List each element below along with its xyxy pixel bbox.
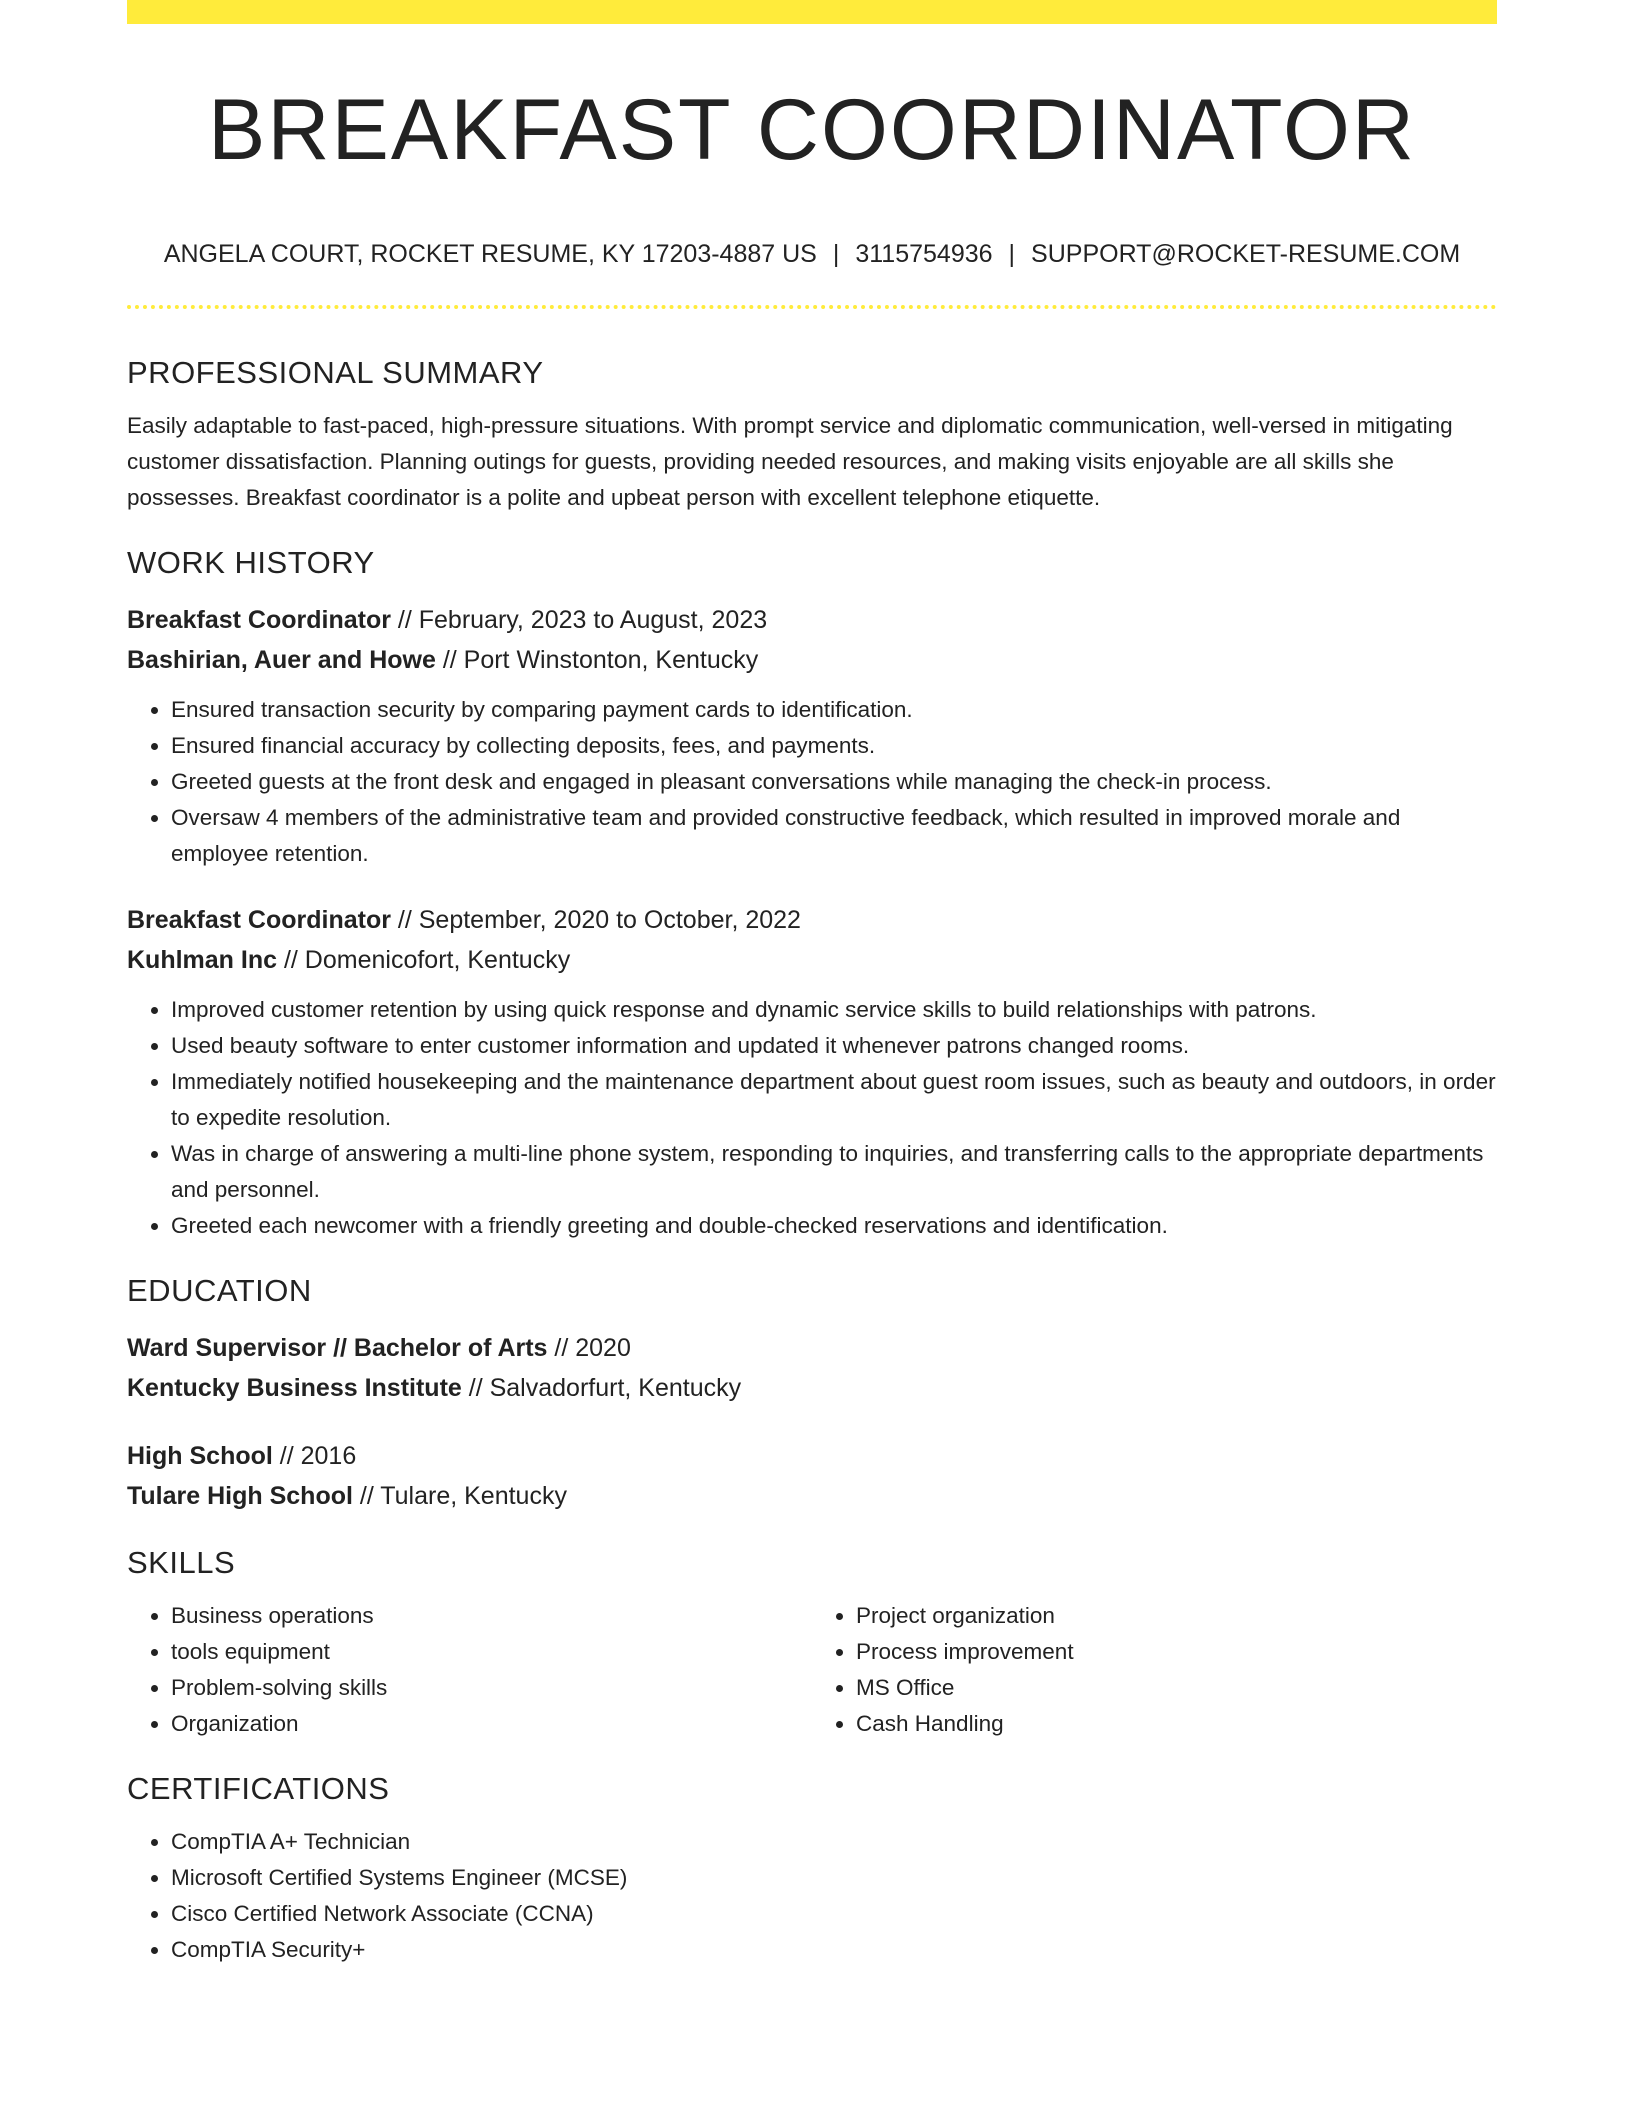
skill-item: • Process improvement [856,1634,1497,1670]
job-bullet: • Greeted each newcomer with a friendly greeting and double-checked reservations and identification. [171,1208,1497,1244]
certifications-section [127,1766,1497,1968]
job-company: Bashirian, Auer and Howe [127,646,436,674]
summary-text: Easily adaptable to fast-paced, high-pressure situations. With prompt service and diplomatic communication, well-versed in mitigating customer dissatisfaction. Planning outings for guests, providing needed resources, and making visits enjoyable are all skills she possesses. Breakfast coordinator is a polite and upbeat person with excellent telephone etiquette. [127,413,1453,510]
accent-bar [127,0,1497,24]
skills-column-left [127,1598,812,1742]
job-bullet: • Immediately notified housekeeping and the maintenance department about guest room issues, such as beauty and outdoors, in order to expedite resolution. [171,1064,1497,1136]
job-bullet: • Used beauty software to enter customer information and updated it whenever patrons changed rooms. [171,1028,1497,1064]
section-title-summary: PROFESSIONAL SUMMARY [127,355,544,390]
section-title-work-history: WORK HISTORY [127,545,375,580]
skill-item: • tools equipment [171,1634,812,1670]
work-history-section [127,540,1497,1244]
education-entry [127,1328,1497,1408]
resume-name: BREAKFAST COORDINATOR [208,82,1416,178]
skill-item: • Project organization [856,1598,1497,1634]
job-title-line [127,600,1497,640]
job-location: // Port Winstonton, Kentucky [435,646,759,674]
job-dates: // September, 2020 to October, 2022 [390,906,801,934]
contact-phone: 3115754936 [855,240,993,268]
job-bullets [127,992,1497,1244]
certifications-list [127,1824,1497,1968]
certification-item: • CompTIA Security+ [171,1932,1497,1968]
job-location: // Domenicofort, Kentucky [277,946,571,974]
skill-item: • Organization [171,1706,812,1742]
job-company-line [127,640,1497,680]
job-entry [127,900,1497,1244]
contact-separator: | [1008,240,1016,268]
contact-address: ANGELA COURT, ROCKET RESUME, KY 17203-4887 US [163,240,817,268]
education-year: // 2020 [547,1334,631,1362]
job-bullet: • Greeted guests at the front desk and engaged in pleasant conversations while managing the check-in process. [171,764,1497,800]
certification-item: • Cisco Certified Network Associate (CCNA) [171,1896,1497,1932]
education-entry [127,1436,1497,1516]
education-degree-line [127,1328,1497,1368]
job-title-line [127,900,1497,940]
skills-section [127,1540,1497,1742]
job-bullet: • Oversaw 4 members of the administrative team and provided constructive feedback, which resulted in improved morale and employee retention. [171,800,1497,872]
education-degree-line [127,1436,1497,1476]
section-title-education: EDUCATION [127,1273,312,1308]
job-bullet: • Improved customer retention by using quick response and dynamic service skills to build relationships with patrons. [171,992,1497,1028]
education-degree: High School [127,1442,273,1470]
skill-item: • Problem-solving skills [171,1670,812,1706]
contact-line [127,236,1497,272]
skill-item: • Cash Handling [856,1706,1497,1742]
education-location: // Salvadorfurt, Kentucky [461,1374,742,1402]
job-role: Breakfast Coordinator [127,906,391,934]
job-entry [127,600,1497,872]
skill-item: • Business operations [171,1598,812,1634]
job-company: Kuhlman Inc [127,946,278,974]
job-bullet: • Ensured financial accuracy by collecting deposits, fees, and payments. [171,728,1497,764]
summary-section [127,350,1497,516]
job-company-line [127,940,1497,980]
job-dates: // February, 2023 to August, 2023 [390,606,768,634]
education-location: // Tulare, Kentucky [352,1482,567,1510]
education-school-line [127,1476,1497,1516]
resume-content [127,350,1497,1968]
dotted-divider [127,305,1497,309]
job-bullet: • Ensured transaction security by comparing payment cards to identification. [171,692,1497,728]
education-year: // 2016 [272,1442,357,1470]
education-school: Kentucky Business Institute [127,1374,462,1402]
education-school-line [127,1368,1497,1408]
education-degree: Ward Supervisor // Bachelor of Arts [127,1334,548,1362]
skill-item: • MS Office [856,1670,1497,1706]
education-school: Tulare High School [127,1482,353,1510]
skills-columns [127,1598,1497,1742]
section-title-certifications: CERTIFICATIONS [127,1771,390,1806]
certification-item: • Microsoft Certified Systems Engineer (MCSE) [171,1860,1497,1896]
certification-item: • CompTIA A+ Technician [171,1824,1497,1860]
education-section [127,1268,1497,1516]
job-role: Breakfast Coordinator [127,606,391,634]
job-bullet: • Was in charge of answering a multi-line phone system, responding to inquiries, and transferring calls to the appropriate departments and personnel. [171,1136,1497,1208]
contact-email: SUPPORT@ROCKET-RESUME.COM [1031,240,1461,268]
job-bullets [127,692,1497,872]
section-title-skills: SKILLS [127,1545,236,1580]
contact-separator: | [832,240,840,268]
skills-column-right [812,1598,1497,1742]
